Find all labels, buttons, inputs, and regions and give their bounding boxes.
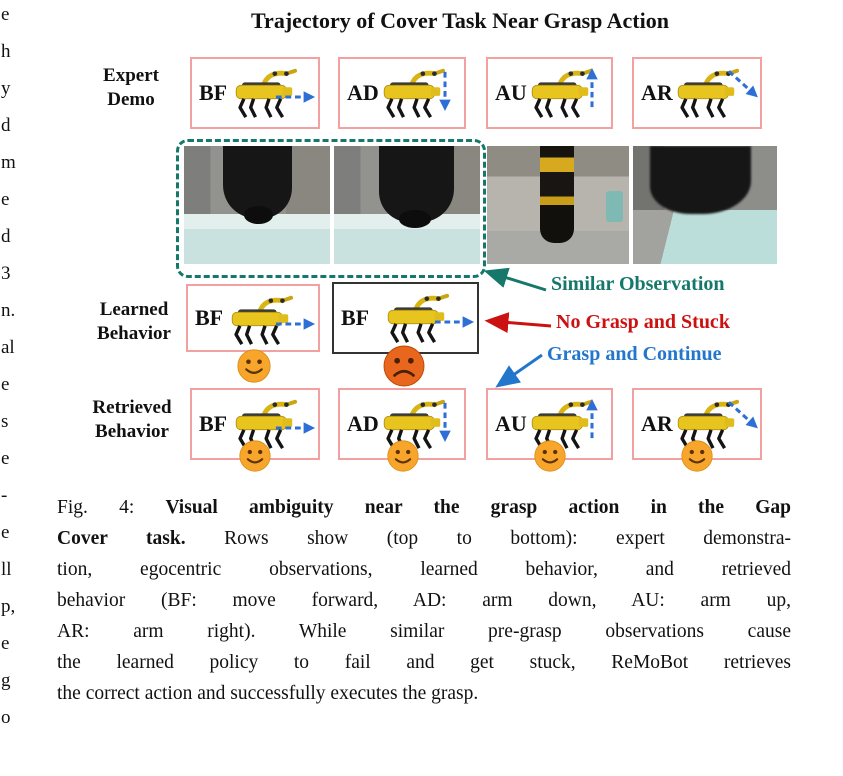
margin-fragment: -: [1, 485, 8, 506]
happy-face-icon: [239, 440, 271, 472]
margin-fragment: e: [1, 633, 10, 654]
margin-fragment: e: [1, 4, 10, 25]
figure-caption: [57, 492, 791, 709]
action-arrow-up-icon: [585, 67, 599, 109]
action-arrow-down-icon: [438, 70, 452, 112]
margin-fragment: 3: [1, 263, 11, 284]
margin-fragment: e: [1, 189, 10, 210]
row-label-line: Demo: [107, 89, 155, 110]
margin-fragment: e: [1, 522, 10, 543]
margin-fragment: al: [1, 337, 15, 358]
action-code: BF: [195, 305, 224, 330]
no-grasp-label: No Grasp and Stuck: [556, 311, 730, 333]
row-label-line: Learned: [99, 299, 169, 320]
happy-face-icon: [534, 440, 566, 472]
left-column-text-fragments: [0, 2, 22, 731]
margin-fragment: m: [1, 152, 16, 173]
expert-box-ar: [632, 57, 762, 129]
row-label-line: Behavior: [95, 421, 169, 442]
row-label-line: Retrieved: [92, 397, 172, 418]
similar-observation-arrow: [488, 272, 546, 290]
grasp-continue-label: Grasp and Continue: [547, 343, 722, 365]
action-arrow-down-icon: [438, 401, 452, 443]
figure-title: Trajectory of Cover Task Near Grasp Action: [251, 8, 669, 33]
caption-text: Fig. 4:: [57, 497, 166, 518]
expert-box-ad: [338, 57, 466, 129]
action-code: BF: [199, 411, 228, 436]
similar-observation-label: Similar Observation: [551, 273, 725, 295]
caption-line: AR: arm right). While similar pre-grasp observations cause: [57, 621, 791, 642]
margin-fragment: d: [1, 226, 11, 247]
action-arrow-right-icon: [274, 317, 316, 331]
row-label-retrieved-behavior: [78, 396, 186, 444]
happy-face-icon: [387, 440, 419, 472]
caption-bold-text: Cover task.: [57, 528, 186, 549]
action-arrow-up-icon: [585, 398, 599, 440]
sad-face-icon: [383, 345, 425, 387]
caption-line: the correct action and successfully executes the grasp.: [57, 683, 479, 704]
observation-photo-3: [487, 146, 629, 264]
action-arrow-right-icon: [274, 90, 316, 104]
action-code: AU: [495, 411, 527, 436]
similar-observation-frame: [176, 139, 486, 278]
photo-cloth: [633, 210, 777, 264]
margin-fragment: p,: [1, 596, 16, 617]
action-arrow-right-icon: [274, 421, 316, 435]
happy-face-icon: [237, 349, 271, 383]
action-code: AD: [347, 80, 379, 105]
learned-box-bf-1: [186, 284, 320, 352]
margin-fragment: o: [1, 707, 11, 728]
grasp-continue-arrow: [499, 355, 542, 385]
action-arrow-right-icon: [433, 315, 475, 329]
happy-face-icon: [681, 440, 713, 472]
row-label-line: Expert: [103, 65, 159, 86]
caption-line: tion, egocentric observations, learned behavior, and retrieved: [57, 559, 791, 580]
margin-fragment: y: [1, 78, 11, 99]
expert-box-au: [486, 57, 613, 129]
margin-fragment: s: [1, 411, 9, 432]
margin-fragment: n.: [1, 300, 16, 321]
expert-box-bf: [190, 57, 320, 129]
caption-line: [57, 492, 791, 523]
learned-box-bf-stuck: [332, 282, 479, 354]
margin-fragment: ll: [1, 559, 12, 580]
caption-line: the learned policy to fail and get stuck, ReMoBot retrieves: [57, 652, 791, 673]
caption-line: [57, 523, 791, 554]
no-grasp-arrow: [489, 321, 551, 326]
caption-text: Rows show (top to bottom): expert demonstra-: [185, 528, 791, 549]
caption-bold-text: Visual ambiguity near the grasp action in the Gap: [165, 497, 791, 518]
action-code: AR: [641, 80, 673, 105]
margin-fragment: e: [1, 374, 10, 395]
row-label-line: Behavior: [97, 323, 171, 344]
action-code: AR: [641, 411, 673, 436]
action-code: AD: [347, 411, 379, 436]
margin-fragment: h: [1, 41, 11, 62]
robot-arm-silhouette: [540, 146, 574, 243]
robot-arm-silhouette: [650, 146, 751, 214]
observation-photo-4: [633, 146, 777, 264]
row-label-learned-behavior: [84, 298, 184, 346]
action-code: BF: [341, 305, 370, 330]
action-code: AU: [495, 80, 527, 105]
margin-fragment: d: [1, 115, 11, 136]
caption-line: behavior (BF: move forward, AD: arm down, AU: arm up,: [57, 590, 791, 611]
row-label-expert-demo: [86, 64, 176, 112]
margin-fragment: e: [1, 448, 10, 469]
action-code: BF: [199, 80, 228, 105]
margin-fragment: g: [1, 670, 11, 691]
